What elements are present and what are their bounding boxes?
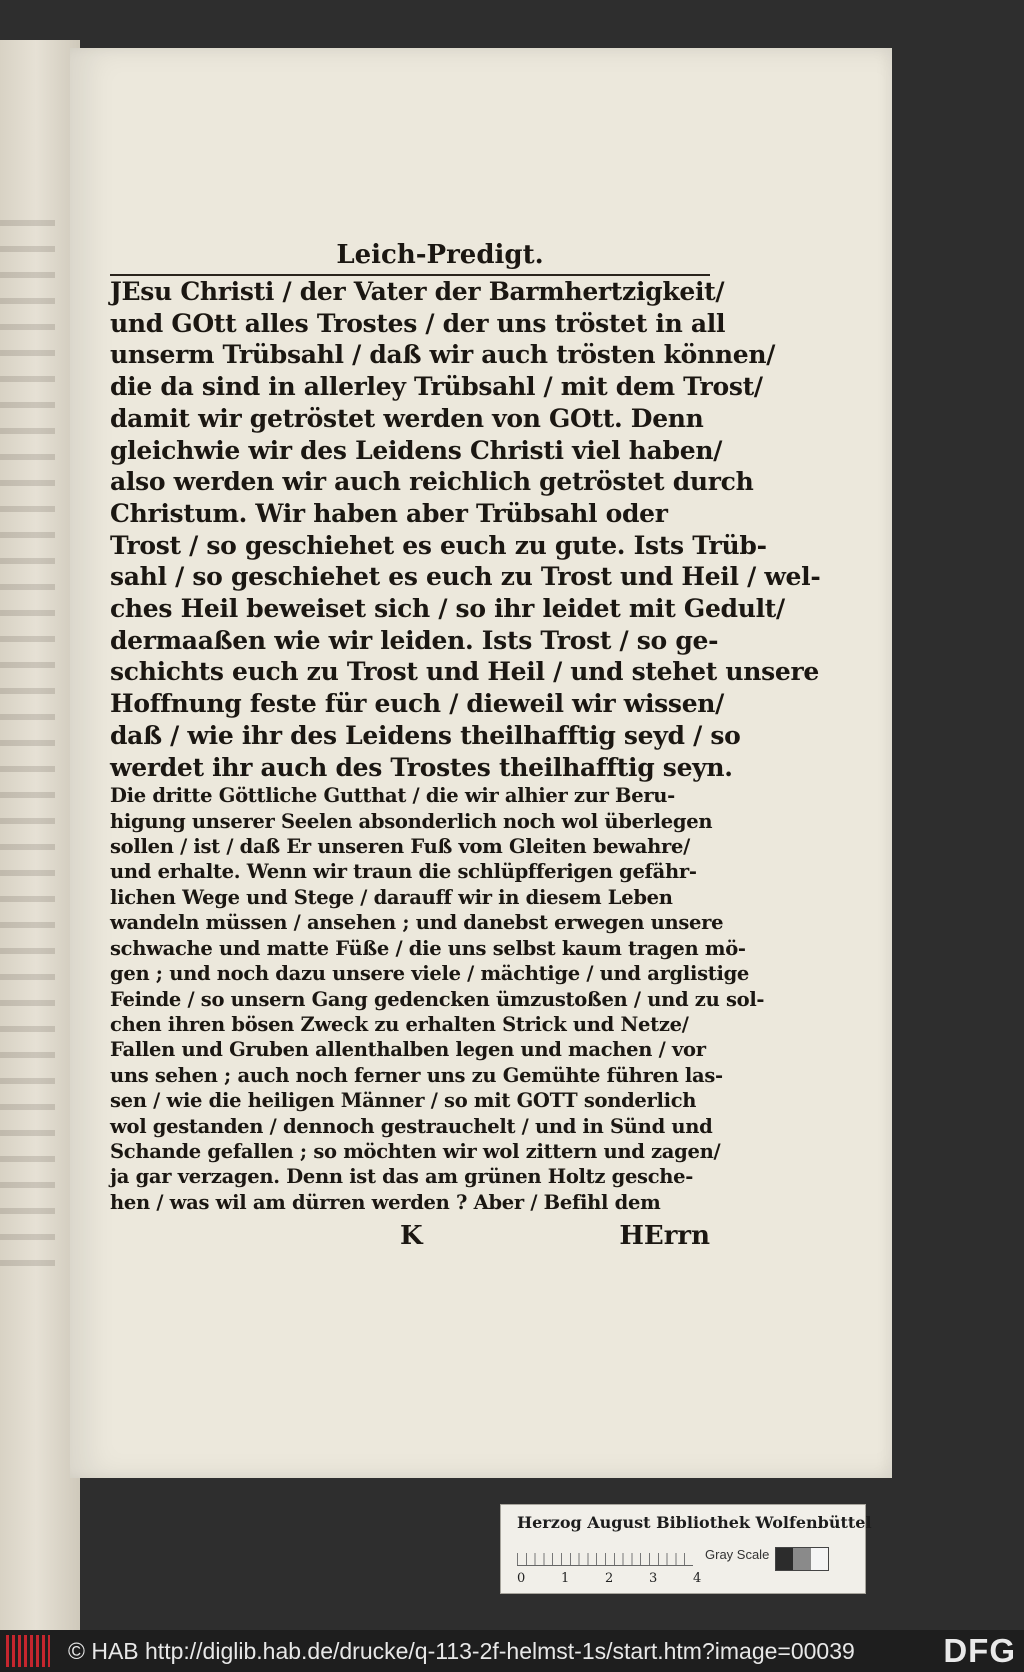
text-line: Feinde / so unsern Gang gedencken ümzustoßen / und zu sol- (110, 987, 765, 1011)
text-line: schichts euch zu Trost und Heil / und stehet unsere (110, 657, 820, 687)
text-line: Hoffnung feste für euch / dieweil wir wissen/ (110, 689, 725, 719)
printed-text-block (110, 238, 821, 1261)
text-line: also werden wir auch reichlich getröstet durch (110, 467, 754, 497)
source-url[interactable]: © HAB http://diglib.hab.de/drucke/q-113-2f-helmst-1s/start.htm?image=00039 (68, 1637, 855, 1664)
ruler-number: 2 (605, 1571, 614, 1586)
text-line: Christum. Wir haben aber Trübsahl oder (110, 498, 668, 528)
ruler-number: 1 (561, 1571, 570, 1586)
text-line: schwache und matte Füße / die uns selbst kaum tragen mö- (110, 936, 746, 960)
signature-mark: K (400, 1221, 423, 1252)
text-line: damit wir getröstet werden von GOtt. Denn (110, 403, 704, 433)
text-line: higung unserer Seelen absonderlich noch wol überlegen (110, 809, 713, 833)
gray-scale-swatches (775, 1547, 829, 1571)
text-line: chen ihren bösen Zweck zu erhalten Strick und Netze/ (110, 1012, 689, 1036)
text-line: uns sehen ; auch noch ferner uns zu Gemühte führen las- (110, 1063, 723, 1087)
text-line: Schande gefallen ; so möchten wir wol zittern und zagen/ (110, 1139, 721, 1163)
text-line: wol gestanden / dennoch gestrauchelt / und in Sünd und (110, 1114, 713, 1138)
text-line: sen / wie die heiligen Männer / so mit GOTT sonderlich (110, 1089, 697, 1113)
dfg-logo: DFG (943, 1632, 1016, 1669)
text-line: hen / was wil am dürren werden ? Aber / Befihl dem (110, 1190, 661, 1214)
gray-swatch (776, 1548, 793, 1570)
gray-scale-label: Gray Scale (705, 1547, 770, 1562)
ruler-number: 4 (693, 1571, 702, 1586)
main-text-small (110, 783, 765, 1215)
book-page (70, 48, 892, 1478)
text-line: daß / wie ihr des Leidens theilhafftig seyd / so (110, 720, 741, 750)
text-line: gen ; und noch dazu unsere viele / mächtige / und arglistige (110, 962, 750, 986)
facing-page-edge (0, 40, 80, 1640)
text-line: dermaaßen wie wir leiden. Ists Trost / so ge- (110, 625, 719, 655)
gray-swatch (811, 1548, 828, 1570)
text-line: unserm Trübsahl / daß wir auch trösten können/ (110, 340, 776, 370)
text-line: und GOtt alles Trostes / der uns tröstet in all (110, 308, 726, 338)
viewer-footer (0, 1630, 1024, 1672)
text-line: wandeln müssen / ansehen ; und danebst erwegen unsere (110, 911, 724, 935)
text-line: die da sind in allerley Trübsahl / mit dem Trost/ (110, 372, 763, 402)
text-line: sollen / ist / daß Er unseren Fuß vom Gleiten bewahre/ (110, 835, 690, 859)
text-line: lichen Wege und Stege / darauff wir in diesem Leben (110, 885, 673, 909)
text-line: gleichwie wir des Leidens Christi viel haben/ (110, 435, 723, 465)
text-line: werdet ihr auch des Trostes theilhafftig seyn. (110, 752, 733, 782)
text-line: Trost / so geschiehet es euch zu gute. Ists Trüb- (110, 530, 767, 560)
page-footer-line (110, 1221, 710, 1261)
text-line: und erhalte. Wenn wir traun die schlüpfferigen gefähr- (110, 860, 697, 884)
ruler-number: 3 (649, 1571, 658, 1586)
running-header: Leich-Predigt. (110, 238, 710, 276)
gray-swatch (793, 1548, 810, 1570)
color-calibration-card (500, 1504, 872, 1594)
text-line: ja gar verzagen. Denn ist das am grünen Holtz gesche- (110, 1165, 694, 1189)
main-text-large (110, 276, 821, 783)
text-line: Die dritte Göttliche Gutthat / die wir alhier zur Beru- (110, 784, 675, 808)
text-line: ches Heil beweiset sich / so ihr leidet mit Gedult/ (110, 594, 785, 624)
hab-barcode-icon (6, 1635, 50, 1667)
text-line: JEsu Christi / der Vater der Barmhertzigkeit/ (110, 277, 725, 306)
ruler-number: 0 (517, 1571, 526, 1586)
library-name: Herzog August Bibliothek Wolfenbüttel (517, 1513, 872, 1532)
text-line: sahl / so geschiehet es euch zu Trost und Heil / wel- (110, 562, 821, 592)
facing-page-text-bleed (0, 220, 55, 1270)
catchword: HErrn (619, 1221, 710, 1252)
scale-ruler (517, 1543, 693, 1566)
text-line: Fallen und Gruben allenthalben legen und machen / vor (110, 1038, 706, 1062)
